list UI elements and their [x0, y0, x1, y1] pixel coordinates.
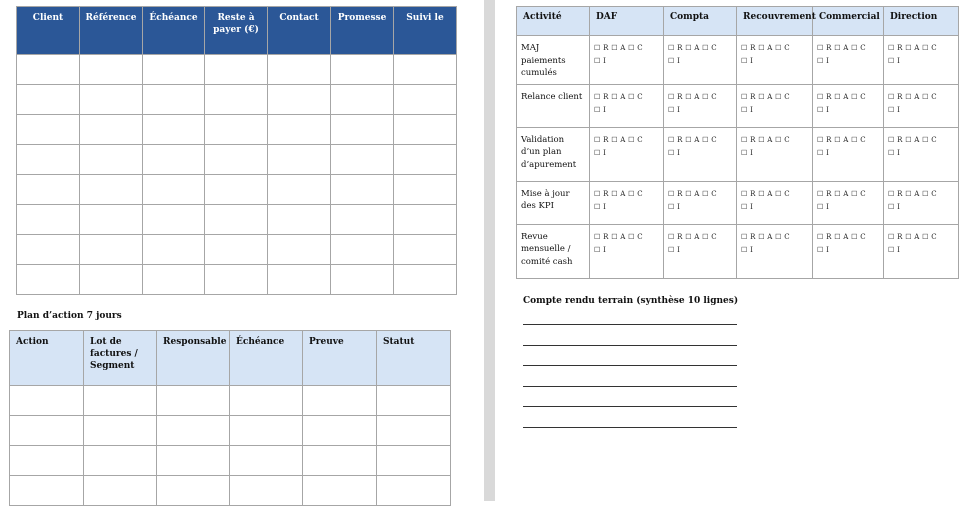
table-cell[interactable] [377, 446, 451, 476]
plan-header-row [10, 331, 451, 386]
table-cell[interactable] [394, 85, 457, 115]
table-cell[interactable] [143, 265, 205, 295]
raci-option-i[interactable]: ☐ I [594, 148, 607, 157]
raci-option-i[interactable]: ☐ I [888, 105, 901, 114]
table-row [17, 145, 457, 175]
raci-option-i[interactable]: ☐ I [888, 245, 901, 254]
header-contact: Contact [268, 7, 331, 55]
raci-option-i[interactable]: ☐ I [741, 57, 754, 65]
raci-option-i[interactable]: ☐ I [817, 57, 830, 65]
raci-options-rac[interactable]: ☐ R ☐ A ☐ C [741, 135, 790, 144]
raci-checkbox-cell[interactable] [664, 224, 737, 278]
raci-option-i[interactable]: ☐ I [668, 202, 681, 211]
table-cell[interactable] [268, 205, 331, 235]
table-cell[interactable] [205, 175, 268, 205]
table-cell[interactable] [10, 386, 84, 416]
table-cell[interactable] [331, 265, 394, 295]
table-cell[interactable] [331, 55, 394, 85]
raci-checkbox-cell[interactable] [884, 127, 959, 181]
table-cell[interactable] [143, 115, 205, 145]
raci-checkbox-cell[interactable] [590, 181, 664, 224]
header-promesse: Promesse [331, 7, 394, 55]
raci-checkbox-cell[interactable] [664, 84, 737, 127]
raci-checkbox-cell[interactable] [813, 36, 884, 85]
raci-activity-label: Revue mensuelle / comité cash [517, 224, 590, 278]
raci-checkbox-cell[interactable] [737, 127, 813, 181]
table-cell[interactable] [205, 85, 268, 115]
table-cell[interactable] [230, 446, 303, 476]
raci-option-i[interactable]: ☐ I [741, 148, 754, 157]
table-cell[interactable] [205, 235, 268, 265]
raci-checkbox-cell[interactable] [884, 84, 959, 127]
table-cell[interactable] [143, 145, 205, 175]
table-cell[interactable] [157, 416, 230, 446]
table-cell[interactable] [17, 265, 80, 295]
table-cell[interactable] [80, 145, 143, 175]
table-cell[interactable] [331, 145, 394, 175]
writing-line[interactable] [523, 365, 737, 366]
table-cell[interactable] [80, 175, 143, 205]
table-row [10, 476, 451, 506]
table-cell[interactable] [10, 476, 84, 506]
raci-option-i[interactable]: ☐ I [668, 57, 681, 65]
raci-option-i[interactable]: ☐ I [594, 245, 607, 254]
header-client: Client [17, 7, 80, 55]
table-cell[interactable] [143, 85, 205, 115]
raci-row [517, 36, 959, 85]
table-cell[interactable] [331, 175, 394, 205]
plan-title: Plan d’action 7 jours [17, 311, 122, 321]
table-cell[interactable] [205, 205, 268, 235]
table-cell[interactable] [303, 446, 377, 476]
raci-options-rac[interactable]: ☐ R ☐ A ☐ C [888, 92, 937, 101]
raci-options-rac[interactable]: ☐ R ☐ A ☐ C [668, 135, 717, 144]
suivi-table [16, 6, 457, 295]
raci-options-rac[interactable]: ☐ R ☐ A ☐ C [888, 189, 937, 198]
raci-table [516, 6, 959, 279]
raci-options-rac[interactable]: ☐ R ☐ A ☐ C [741, 189, 790, 198]
table-cell[interactable] [205, 265, 268, 295]
table-cell[interactable] [268, 175, 331, 205]
raci-option-i[interactable]: ☐ I [668, 148, 681, 157]
table-cell[interactable] [377, 386, 451, 416]
suivi-header-row [17, 7, 457, 55]
raci-checkbox-cell[interactable] [590, 127, 664, 181]
raci-options-rac[interactable]: ☐ R ☐ A ☐ C [817, 189, 866, 198]
raci-options-rac[interactable]: ☐ R ☐ A ☐ C [888, 44, 937, 52]
table-cell[interactable] [268, 145, 331, 175]
header-lot-factures: Lot de factures / Segment [84, 331, 157, 386]
raci-option-i[interactable]: ☐ I [817, 202, 830, 211]
table-row [17, 175, 457, 205]
header-daf: DAF [590, 7, 664, 36]
table-cell[interactable] [17, 175, 80, 205]
raci-checkbox-cell[interactable] [737, 181, 813, 224]
table-cell[interactable] [157, 446, 230, 476]
raci-option-i[interactable]: ☐ I [817, 148, 830, 157]
raci-activity-label: MAJ paiements cumulés [517, 36, 590, 85]
raci-options-rac[interactable]: ☐ R ☐ A ☐ C [741, 92, 790, 101]
raci-option-i[interactable]: ☐ I [741, 105, 754, 114]
raci-option-i[interactable]: ☐ I [594, 202, 607, 211]
raci-option-i[interactable]: ☐ I [741, 202, 754, 211]
table-row [17, 55, 457, 85]
header-suivi-le: Suivi le [394, 7, 457, 55]
header-reference: Référence [80, 7, 143, 55]
raci-row [517, 181, 959, 224]
table-cell[interactable] [394, 205, 457, 235]
table-cell[interactable] [143, 235, 205, 265]
table-cell[interactable] [17, 235, 80, 265]
raci-checkbox-cell[interactable] [737, 224, 813, 278]
table-cell[interactable] [394, 115, 457, 145]
header-activite: Activité [517, 7, 590, 36]
raci-checkbox-cell[interactable] [884, 224, 959, 278]
raci-options-rac[interactable]: ☐ R ☐ A ☐ C [594, 232, 643, 241]
raci-checkbox-cell[interactable] [884, 181, 959, 224]
raci-activity-label: Validation d’un plan d’apurement [517, 127, 590, 181]
raci-option-i[interactable]: ☐ I [594, 57, 607, 65]
table-cell[interactable] [331, 85, 394, 115]
raci-checkbox-cell[interactable] [813, 127, 884, 181]
raci-header-row [517, 7, 959, 36]
raci-options-rac[interactable]: ☐ R ☐ A ☐ C [817, 135, 866, 144]
table-cell[interactable] [268, 55, 331, 85]
table-cell[interactable] [230, 386, 303, 416]
header-responsable: Responsable [157, 331, 230, 386]
raci-option-i[interactable]: ☐ I [668, 105, 681, 114]
header-direction: Direction [884, 7, 959, 36]
table-cell[interactable] [230, 416, 303, 446]
header-statut: Statut [377, 331, 451, 386]
raci-options-rac[interactable]: ☐ R ☐ A ☐ C [888, 135, 937, 144]
table-cell[interactable] [205, 55, 268, 85]
header-echeance-plan: Échéance [230, 331, 303, 386]
table-cell[interactable] [10, 446, 84, 476]
raci-option-i[interactable]: ☐ I [817, 105, 830, 114]
raci-checkbox-cell[interactable] [590, 224, 664, 278]
table-cell[interactable] [80, 55, 143, 85]
raci-options-rac[interactable]: ☐ R ☐ A ☐ C [594, 44, 643, 52]
header-compta: Compta [664, 7, 737, 36]
table-cell[interactable] [157, 476, 230, 506]
raci-checkbox-cell[interactable] [590, 36, 664, 85]
raci-options-rac[interactable]: ☐ R ☐ A ☐ C [668, 232, 717, 241]
table-cell[interactable] [80, 235, 143, 265]
table-cell[interactable] [303, 386, 377, 416]
table-cell[interactable] [84, 386, 157, 416]
table-cell[interactable] [157, 386, 230, 416]
table-cell[interactable] [17, 115, 80, 145]
table-cell[interactable] [10, 416, 84, 446]
page-gutter [484, 0, 495, 501]
raci-options-rac[interactable]: ☐ R ☐ A ☐ C [817, 232, 866, 241]
raci-checkbox-cell[interactable] [884, 36, 959, 85]
raci-checkbox-cell[interactable] [737, 36, 813, 85]
table-row [17, 115, 457, 145]
table-row [17, 85, 457, 115]
raci-checkbox-cell[interactable] [813, 84, 884, 127]
raci-options-rac[interactable]: ☐ R ☐ A ☐ C [594, 135, 643, 144]
raci-option-i[interactable]: ☐ I [888, 57, 901, 65]
table-cell[interactable] [394, 55, 457, 85]
writing-line[interactable] [523, 427, 737, 428]
table-cell[interactable] [84, 416, 157, 446]
raci-checkbox-cell[interactable] [737, 84, 813, 127]
table-cell[interactable] [143, 205, 205, 235]
raci-options-rac[interactable]: ☐ R ☐ A ☐ C [817, 44, 866, 52]
table-cell[interactable] [84, 476, 157, 506]
raci-option-i[interactable]: ☐ I [888, 148, 901, 157]
table-cell[interactable] [80, 115, 143, 145]
header-echeance: Échéance [143, 7, 205, 55]
raci-options-rac[interactable]: ☐ R ☐ A ☐ C [668, 189, 717, 198]
raci-checkbox-cell[interactable] [664, 181, 737, 224]
raci-checkbox-cell[interactable] [813, 224, 884, 278]
table-cell[interactable] [377, 476, 451, 506]
table-cell[interactable] [377, 416, 451, 446]
raci-activity-label: Relance client [517, 84, 590, 127]
raci-options-rac[interactable]: ☐ R ☐ A ☐ C [888, 232, 937, 241]
raci-options-rac[interactable]: ☐ R ☐ A ☐ C [817, 92, 866, 101]
raci-row [517, 224, 959, 278]
raci-activity-label: Mise à jour des KPI [517, 181, 590, 224]
raci-row [517, 84, 959, 127]
raci-option-i[interactable]: ☐ I [741, 245, 754, 254]
compte-rendu-title: Compte rendu terrain (synthèse 10 lignes) [523, 296, 739, 306]
table-row [17, 265, 457, 295]
table-cell[interactable] [17, 85, 80, 115]
table-row [17, 235, 457, 265]
writing-line[interactable] [523, 386, 737, 387]
header-commercial: Commercial [813, 7, 884, 36]
raci-checkbox-cell[interactable] [664, 127, 737, 181]
table-cell[interactable] [268, 235, 331, 265]
table-cell[interactable] [394, 265, 457, 295]
table-cell[interactable] [80, 265, 143, 295]
table-cell[interactable] [205, 115, 268, 145]
table-cell[interactable] [394, 145, 457, 175]
table-cell[interactable] [331, 235, 394, 265]
table-cell[interactable] [268, 85, 331, 115]
table-cell[interactable] [268, 115, 331, 145]
table-cell[interactable] [303, 416, 377, 446]
plan-table [9, 330, 451, 506]
raci-options-rac[interactable]: ☐ R ☐ A ☐ C [594, 189, 643, 198]
table-row [10, 446, 451, 476]
table-cell[interactable] [17, 55, 80, 85]
header-preuve: Preuve [303, 331, 377, 386]
raci-options-rac[interactable]: ☐ R ☐ A ☐ C [594, 92, 643, 101]
raci-options-rac[interactable]: ☐ R ☐ A ☐ C [668, 92, 717, 101]
table-cell[interactable] [143, 175, 205, 205]
table-row [17, 205, 457, 235]
table-row [10, 386, 451, 416]
table-cell[interactable] [84, 446, 157, 476]
raci-checkbox-cell[interactable] [664, 36, 737, 85]
table-cell[interactable] [205, 145, 268, 175]
table-cell[interactable] [394, 175, 457, 205]
table-cell[interactable] [80, 205, 143, 235]
writing-line[interactable] [523, 345, 737, 346]
header-reste-a-payer: Reste à payer (€) [205, 7, 268, 55]
raci-option-i[interactable]: ☐ I [668, 245, 681, 254]
raci-options-rac[interactable]: ☐ R ☐ A ☐ C [668, 44, 717, 52]
table-cell[interactable] [331, 115, 394, 145]
table-cell[interactable] [143, 55, 205, 85]
table-cell[interactable] [394, 235, 457, 265]
raci-checkbox-cell[interactable] [590, 84, 664, 127]
writing-line[interactable] [523, 324, 737, 325]
raci-options-rac[interactable]: ☐ R ☐ A ☐ C [741, 44, 790, 52]
table-cell[interactable] [230, 476, 303, 506]
raci-option-i[interactable]: ☐ I [888, 202, 901, 211]
table-cell[interactable] [331, 205, 394, 235]
table-cell[interactable] [17, 145, 80, 175]
raci-option-i[interactable]: ☐ I [817, 245, 830, 254]
raci-checkbox-cell[interactable] [813, 181, 884, 224]
table-row [10, 416, 451, 446]
header-action: Action [10, 331, 84, 386]
table-cell[interactable] [80, 85, 143, 115]
raci-row [517, 127, 959, 181]
table-cell[interactable] [303, 476, 377, 506]
table-cell[interactable] [17, 205, 80, 235]
table-cell[interactable] [268, 265, 331, 295]
raci-options-rac[interactable]: ☐ R ☐ A ☐ C [741, 232, 790, 241]
header-recouvrement: Recouvrement [737, 7, 813, 36]
writing-line[interactable] [523, 406, 737, 407]
raci-option-i[interactable]: ☐ I [594, 105, 607, 114]
